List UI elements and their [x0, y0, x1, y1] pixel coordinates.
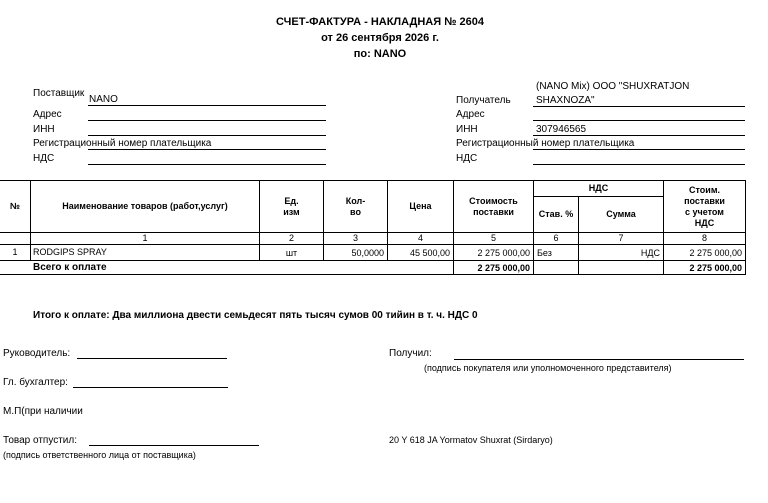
supplier-address-line: [88, 120, 326, 121]
table-rule-row-bottom: [0, 260, 746, 261]
row-name: RODGIPS SPRAY: [33, 247, 107, 257]
recipient-inn-label: ИНН: [456, 124, 478, 135]
supplier-reg-label: Регистрационный номер плательщика: [33, 138, 212, 149]
col-header-nds-sum: Сумма: [606, 209, 636, 219]
recipient-nds-label: НДС: [456, 153, 478, 164]
row-price: 45 500,00: [409, 248, 450, 258]
col-header-cost: Стоимость поставки: [469, 195, 518, 217]
supplier-nds-line: [88, 164, 326, 165]
amount-in-words: Итого к оплате: Два миллиона двести семьдесят пять тысяч сумов 00 тийин в т. ч. НДС 0: [33, 310, 478, 321]
col-header-price: Цена: [409, 201, 432, 211]
recipient-nds-line: [533, 164, 745, 165]
table-vrule: [745, 180, 746, 275]
received-by: 20 Y 618 JA Yormatov Shuxrat (Sirdaryo): [389, 435, 553, 445]
col-header-num: №: [9, 201, 21, 211]
col-number: 1: [142, 233, 148, 243]
accountant-label: Гл. бухгалтер:: [3, 377, 68, 388]
total-label: Всего к оплате: [33, 262, 107, 273]
total-with-nds: 2 275 000,00: [689, 263, 742, 273]
col-number: 3: [352, 233, 358, 243]
col-header-nds: НДС: [588, 183, 609, 193]
table-rule-colnum-bottom: [0, 244, 746, 245]
row-unit: шт: [285, 248, 298, 258]
received-note: (подпись покупателя или уполномоченного представителя): [424, 363, 672, 373]
row-nds-sum: НДС: [640, 248, 660, 258]
row-cost: 2 275 000,00: [477, 248, 530, 258]
director-label: Руководитель:: [3, 348, 71, 359]
document-basis: по: NANO: [353, 48, 407, 60]
col-number: 2: [288, 233, 294, 243]
recipient-reg-label: Регистрационный номер плательщика: [456, 138, 635, 149]
recipient-name-line2: SHAXNOZA": [536, 95, 595, 106]
recipient-inn-line: [533, 135, 745, 136]
recipient-address-label: Адрес: [456, 109, 485, 120]
released-label: Товар отпустил:: [3, 435, 77, 446]
col-number: 4: [417, 233, 423, 243]
document-title: СЧЕТ-ФАКТУРА - НАКЛАДНАЯ № 2604: [276, 16, 484, 28]
supplier-reg-line: [88, 149, 326, 150]
released-note: (подпись ответственного лица от поставщика): [3, 450, 196, 460]
col-header-qty: Кол- во: [345, 195, 366, 217]
supplier-inn-label: ИНН: [33, 124, 55, 135]
released-signature-line: [89, 445, 259, 446]
col-header-name: Наименование товаров (работ,услуг): [62, 201, 228, 211]
supplier-nds-label: НДС: [33, 153, 55, 164]
row-num: 1: [12, 247, 18, 257]
col-header-total: Стоим. поставки с учетом НДС: [684, 184, 725, 228]
director-signature-line: [77, 358, 227, 359]
received-label: Получил:: [389, 348, 432, 359]
recipient-address-line: [533, 120, 745, 121]
supplier-address-label: Адрес: [33, 109, 62, 120]
row-nds-rate: Без: [537, 248, 552, 258]
supplier-label: Поставщик: [33, 88, 85, 99]
recipient-name-line1: (NANO Mix) ООО "SHUXRATJON: [536, 81, 690, 92]
col-number: 6: [553, 233, 559, 243]
row-total: 2 275 000,00: [689, 248, 742, 258]
received-signature-line: [454, 359, 744, 360]
table-rule-bottom: [0, 274, 746, 275]
recipient-reg-line: [533, 149, 745, 150]
recipient-label: Получатель: [456, 95, 511, 106]
supplier-name: NANO: [89, 94, 118, 105]
col-number: 8: [701, 233, 707, 243]
accountant-signature-line: [73, 387, 228, 388]
col-header-unit: Ед. изм: [283, 195, 300, 217]
supplier-inn-line: [88, 135, 326, 136]
total-cost: 2 275 000,00: [477, 263, 530, 273]
supplier-name-line: [88, 105, 326, 106]
document-date: от 26 сентября 2026 г.: [321, 32, 439, 44]
recipient-inn: 307946565: [536, 124, 587, 135]
row-qty: 50,0000: [351, 248, 384, 258]
col-header-nds-rate: Став. %: [538, 209, 574, 219]
col-number: 5: [490, 233, 496, 243]
stamp-label: М.П(при наличии: [3, 406, 83, 417]
recipient-name-line: [533, 106, 745, 107]
col-number: 7: [618, 233, 624, 243]
